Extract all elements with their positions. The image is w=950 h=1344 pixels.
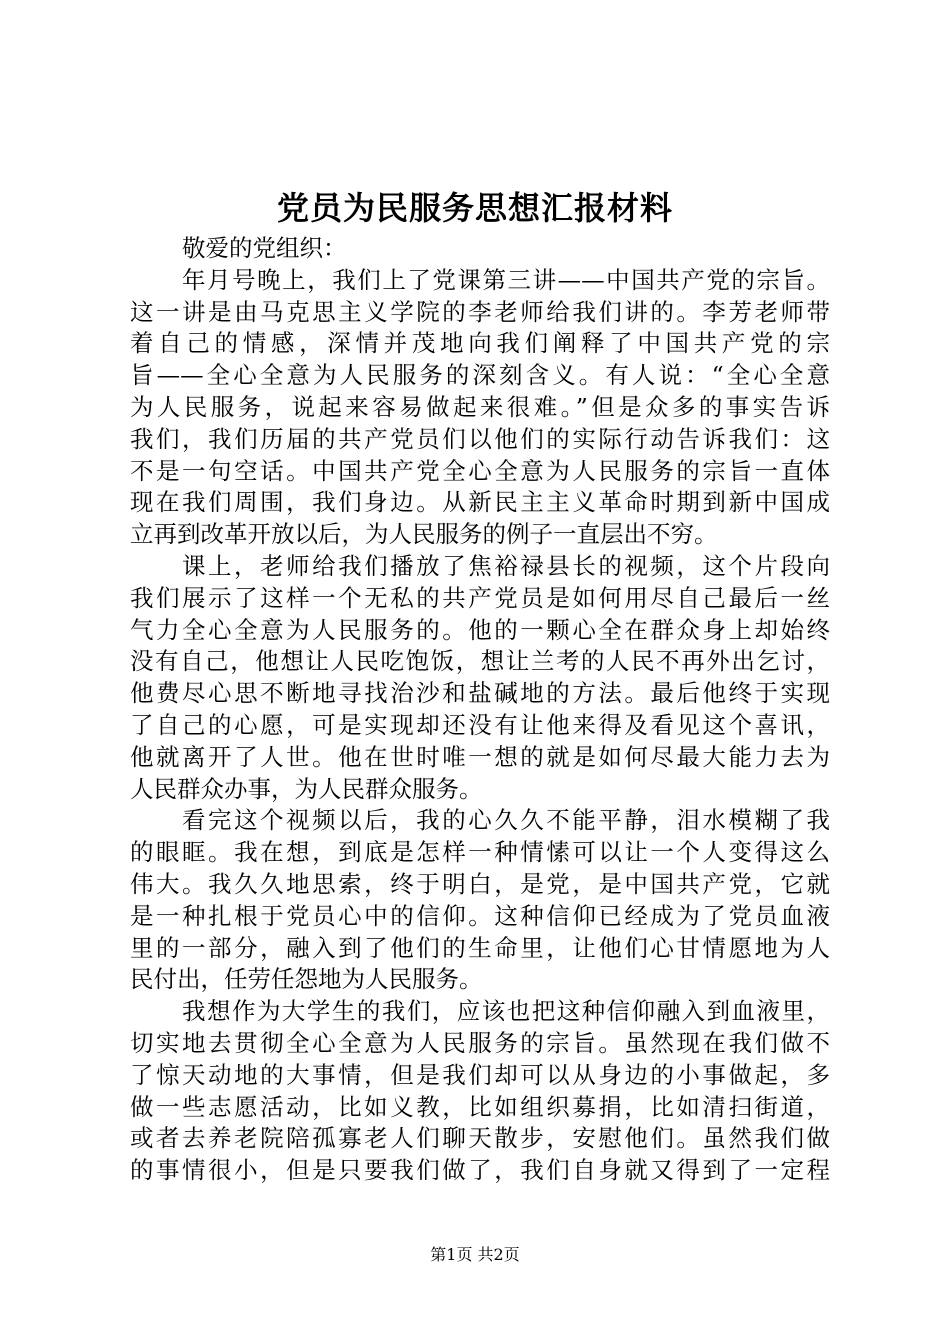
body-line: 是一种扎根于党员心中的信仰。这种信仰已经成为了党员血液	[130, 901, 830, 930]
body-line: 没有自己，他想让人民吃饱饭，想让兰考的人民不再外出乞讨，	[130, 647, 830, 676]
body-line: 立再到改革开放以后，为人民服务的例子一直层出不穷。	[130, 520, 718, 549]
document-title: 党员为民服务思想汇报材料	[276, 189, 673, 227]
body-line: 课上，老师给我们播放了焦裕禄县长的视频，这个片段向	[182, 551, 830, 580]
body-line: 的事情很小，但是只要我们做了，我们自身就又得到了一定程	[130, 1156, 830, 1185]
body-line: 着自己的情感，深情并茂地向我们阐释了中国共产党的宗	[130, 329, 830, 358]
body-line: 了自己的心愿，可是实现却还没有让他来得及看见这个喜讯，	[130, 710, 830, 739]
body-line: 气力全心全意为人民服务的。他的一颗心全在群众身上却始终	[130, 615, 830, 644]
body-line: 人民群众办事，为人民群众服务。	[130, 774, 483, 803]
body-line: 他就离开了人世。他在世时唯一想的就是如何尽最大能力去为	[130, 742, 830, 771]
body-line: 了惊天动地的大事情，但是我们却可以从身边的小事做起，多	[130, 1060, 830, 1089]
body-line: 我们展示了这样一个无私的共产党员是如何用尽自己最后一丝	[130, 583, 830, 612]
body-line: 我想作为大学生的我们，应该也把这种信仰融入到血液里，	[182, 997, 830, 1026]
page-footer: 第1页 共2页	[430, 1245, 520, 1264]
body-line: 的眼眶。我在想，到底是怎样一种情愫可以让一个人变得这么	[130, 838, 830, 867]
body-line: 现在我们周围，我们身边。从新民主主义革命时期到新中国成	[130, 488, 830, 517]
body-line: 伟大。我久久地思索，终于明白，是党，是中国共产党，它就	[130, 869, 830, 898]
body-line: 切实地去贯彻全心全意为人民服务的宗旨。虽然现在我们做不	[130, 1028, 830, 1057]
body-line: 做一些志愿活动，比如义教，比如组织募捐，比如清扫街道，	[130, 1092, 830, 1121]
body-line: 敬爱的党组织：	[182, 234, 347, 262]
document-body	[130, 233, 830, 1187]
body-line: 看完这个视频以后，我的心久久不能平静，泪水模糊了我	[182, 806, 830, 835]
body-line: 他费尽心思不断地寻找治沙和盐碱地的方法。最后他终于实现	[130, 679, 830, 708]
body-line: 这一讲是由马克思主义学院的李老师给我们讲的。李芳老师带	[130, 297, 830, 326]
body-line: 我们，我们历届的共产党员们以他们的实际行动告诉我们：这	[130, 424, 830, 453]
body-line: 为人民服务，说起来容易做起来很难。”但是众多的事实告诉	[130, 392, 830, 421]
body-line: 民付出，任劳任怨地为人民服务。	[130, 965, 483, 994]
body-line: 或者去养老院陪孤寡老人们聊天散步，安慰他们。虽然我们做	[130, 1124, 830, 1153]
body-line: 年月号晚上，我们上了党课第三讲——中国共产党的宗旨。	[182, 265, 830, 294]
body-line: 里的一部分，融入到了他们的生命里，让他们心甘情愿地为人	[130, 933, 830, 962]
body-line: 旨——全心全意为人民服务的深刻含义。有人说：“全心全意	[130, 361, 830, 390]
body-line: 不是一句空话。中国共产党全心全意为人民服务的宗旨一直体	[130, 456, 830, 485]
